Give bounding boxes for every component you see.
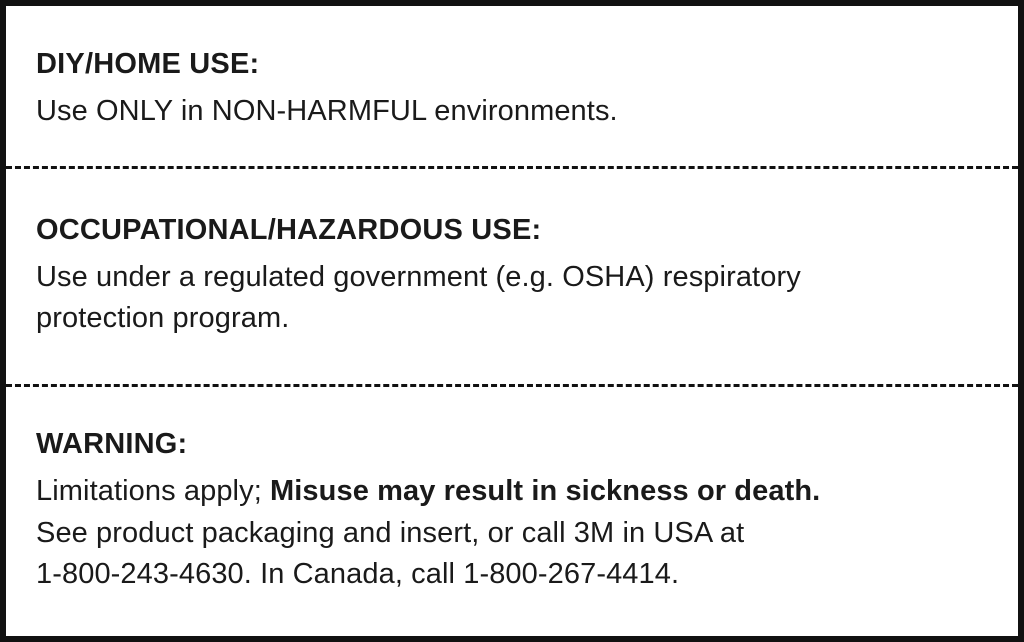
warning-emphasis: Misuse may result in sickness or death. — [270, 475, 821, 508]
warning-line-3: 1-800-243-4630. In Canada, call 1-800-267-4414. — [36, 557, 680, 590]
section-occupational-hazardous-use — [6, 169, 1018, 384]
occupational-use-line-1: Use under a regulated government (e.g. OSHA) respiratory — [36, 261, 801, 293]
occupational-use-heading: OCCUPATIONAL/HAZARDOUS USE: — [36, 213, 542, 246]
warning-line-2: See product packaging and insert, or call 3M in USA at — [36, 516, 745, 549]
warning-line-1-text: Limitations apply; — [36, 475, 271, 508]
section-warning — [6, 387, 1018, 636]
warning-heading: WARNING: — [36, 428, 188, 461]
warning-line-1 — [36, 471, 988, 512]
diy-home-use-line-1: Use ONLY in NON-HARMFUL environments. — [36, 95, 618, 128]
diy-home-use-heading: DIY/HOME USE: — [36, 47, 260, 80]
occupational-use-line-2: protection program. — [36, 302, 290, 335]
section-diy-home-use — [6, 6, 1018, 166]
